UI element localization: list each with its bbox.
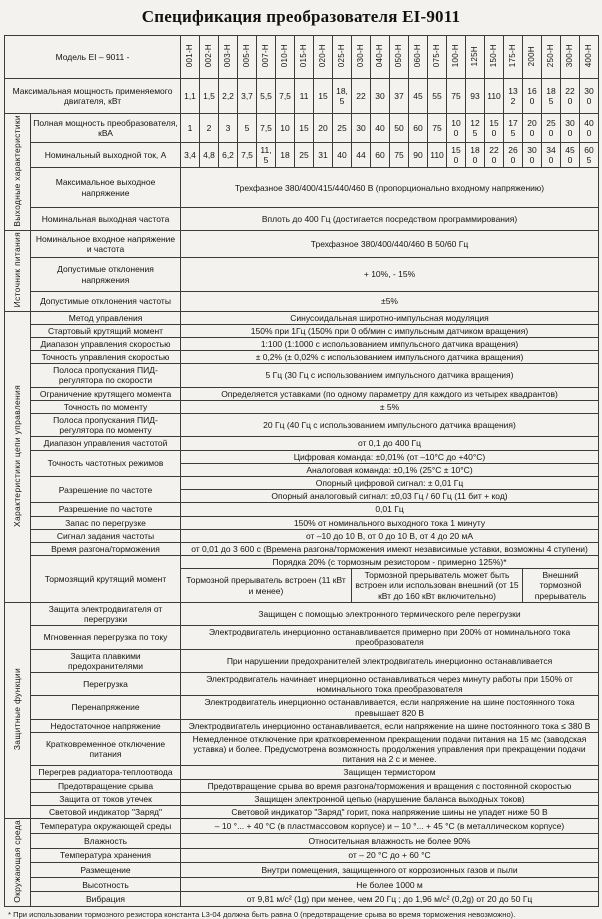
braking-external-cell: Внешний тормозной прерыватель (523, 569, 599, 603)
row-label: Максимальная мощность применяемого двигателя, кВт (5, 79, 181, 114)
value-cell: 5 (238, 114, 257, 143)
row-torque-accuracy (5, 400, 599, 413)
group-label-source: Источник питания (5, 230, 31, 311)
group-label-environment: Окружающая среда (5, 819, 31, 907)
row-label: Защита плавкими предохранителями (31, 649, 181, 672)
row-accel-time (5, 542, 599, 555)
value-cell: 31 (314, 143, 333, 168)
value-cell: 40 (333, 143, 352, 168)
value-cell: 90 (409, 143, 428, 168)
row-value: от 0,1 до 400 Гц (181, 437, 599, 450)
row-label: Метод управления (31, 311, 181, 324)
model-name: 200H (527, 45, 537, 67)
model-column-header (200, 36, 219, 79)
row-value: Защищен электронной цепью (нарушение баланса выходных токов) (181, 792, 599, 805)
value-cell: 450 (561, 143, 580, 168)
value-cell: 18 (276, 143, 295, 168)
value-cell: 7,5 (257, 114, 276, 143)
row-undervoltage (5, 719, 599, 732)
model-column-header (390, 36, 409, 79)
value-cell: 125 (466, 114, 485, 143)
row-label: Влажность (31, 833, 181, 848)
row-overload-margin (5, 516, 599, 529)
value-cell: 7,5 (238, 143, 257, 168)
row-value: Цифровая команда: ±0,01% (от –10°С до +40°С) (181, 450, 599, 463)
row-label: Максимальное выходное напряжение (31, 168, 181, 208)
value-cell: 300 (580, 79, 599, 114)
row-torque-limit (5, 387, 599, 400)
model-name: 175-H (508, 44, 518, 68)
row-label: Температура хранения (31, 848, 181, 863)
value-cell: 1,1 (181, 79, 200, 114)
row-value: Электродвигатель начинает инерционно останавливаться через минуту работы при 150% от номинального тока преобразователя (181, 672, 599, 695)
model-name: 125H (470, 45, 480, 67)
value-cell: 150 (447, 143, 466, 168)
row-label: Предотвращение срыва (31, 779, 181, 792)
model-column-header (409, 36, 428, 79)
model-name: 075-H (432, 44, 442, 68)
row-label: Сигнал задания частоты (31, 529, 181, 542)
row-max-output-voltage (5, 168, 599, 208)
value-cell: 37 (390, 79, 409, 114)
row-label: Точность по моменту (31, 400, 181, 413)
model-column-header (371, 36, 390, 79)
row-label: Ограничение крутящего момента (31, 387, 181, 400)
value-cell: 50 (390, 114, 409, 143)
row-label: Температура окружающей среды (31, 819, 181, 834)
row-value: Определяется уставками (по одному параметру для каждого из четырех квадрантов) (181, 387, 599, 400)
row-label: Запас по перегрузке (31, 516, 181, 529)
model-name: 400-H (584, 44, 594, 68)
value-cell: 340 (542, 143, 561, 168)
row-value: ± 5% (181, 400, 599, 413)
row-motor-overload (5, 602, 599, 625)
model-column-header (485, 36, 504, 79)
value-cell: 250 (542, 114, 561, 143)
row-value: Электродвигатель инерционно останавливается, если напряжение на шине постоянного тока превышает 820 В (181, 696, 599, 719)
row-charge-indicator (5, 806, 599, 819)
row-value: 20 Гц (40 Гц с использованием импульсного датчика вращения) (181, 414, 599, 437)
row-label: Точность управления скоростью (31, 351, 181, 364)
group-label-control: Характеристики цепи управления (5, 311, 31, 602)
model-name: 030-H (356, 44, 366, 68)
model-name: 001-H (185, 44, 195, 68)
value-cell: 30 (352, 114, 371, 143)
row-overload (5, 672, 599, 695)
value-cell: 15 (295, 114, 314, 143)
value-cell: 200 (523, 114, 542, 143)
row-value: от 0,01 до 3 600 с (Времена разгона/торможения имеют независимые уставки, возможны 4 ступени) (181, 542, 599, 555)
model-header-row (5, 36, 599, 79)
row-rated-output-freq (5, 208, 599, 231)
row-value: + 10%, - 15% (181, 257, 599, 291)
model-column-header (580, 36, 599, 79)
row-vibration (5, 892, 599, 907)
row-label: Защита от токов утечек (31, 792, 181, 805)
model-name: 002-H (204, 44, 214, 68)
value-cell: 20 (314, 114, 333, 143)
row-value: Опорный аналоговый сигнал: ±0,03 Гц / 60 Гц (11 бит + код) (181, 490, 599, 503)
value-cell: 3,7 (238, 79, 257, 114)
row-label: Допустимые отклонения напряжения (31, 257, 181, 291)
model-column-header (523, 36, 542, 79)
model-name: 100-H (451, 44, 461, 68)
row-label: Перенапряжение (31, 696, 181, 719)
row-value: 1:100 (1:1000 с использованием импульсного датчика вращения) (181, 337, 599, 350)
model-name: 300-H (565, 44, 575, 68)
row-power-interruption (5, 732, 599, 766)
row-start-torque (5, 324, 599, 337)
value-cell: 1,5 (200, 79, 219, 114)
value-cell: 220 (485, 143, 504, 168)
model-column-header (219, 36, 238, 79)
row-value: Порядка 20% (с тормозным резистором - примерно 125%)* (181, 556, 599, 569)
row-value: от – 20 °C до + 60 °C (181, 848, 599, 863)
row-label: Размещение (31, 863, 181, 878)
row-label: Точность частотных режимов (31, 450, 181, 476)
row-value: Световой индикатор "Заряд" горит, пока напряжение шины не упадет ниже 50 В (181, 806, 599, 819)
row-heatsink-overheat (5, 766, 599, 779)
model-name: 050-H (394, 44, 404, 68)
row-label: Разрешение по частоте (31, 503, 181, 516)
row-value: 0,01 Гц (181, 503, 599, 516)
row-label: Защита электродвигателя от перегрузки (31, 602, 181, 625)
row-value: Предотвращение срыва во время разгона/торможения и вращения с постоянной скоростью (181, 779, 599, 792)
row-value: 150% при 1Гц (150% при 0 об/мин с импульсным датчиком вращения) (181, 324, 599, 337)
value-cell: 180 (466, 143, 485, 168)
value-cell: 175 (504, 114, 523, 143)
value-cell: 1 (181, 114, 200, 143)
row-label: Диапазон управления скоростью (31, 337, 181, 350)
row-label: Кратковременное отключение питания (31, 732, 181, 766)
row-label: Время разгона/торможения (31, 542, 181, 555)
row-input-voltage (5, 230, 599, 257)
row-label: Полоса пропускания ПИД-регулятора по скорости (31, 364, 181, 387)
row-label: Перегрузка (31, 672, 181, 695)
model-column-header (276, 36, 295, 79)
row-label: Стартовый крутящий момент (31, 324, 181, 337)
row-value: При нарушении предохранителей электродвигатель инерционно останавливается (181, 649, 599, 672)
row-ambient-temp (5, 819, 599, 834)
value-cell: 22 (352, 79, 371, 114)
footnote: * При использовании тормозного резистора константа L3-04 должна быть равна 0 (предотвращение срыва во время торможения невозможно). (8, 910, 516, 919)
row-leakage-protection (5, 792, 599, 805)
value-cell: 60 (409, 114, 428, 143)
model-column-header (466, 36, 485, 79)
value-cell: 3,4 (181, 143, 200, 168)
row-pid-speed (5, 364, 599, 387)
row-label: Номинальный выходной ток, А (31, 143, 181, 168)
value-cell: 75 (390, 143, 409, 168)
row-instant-overcurrent (5, 626, 599, 649)
row-freq-ref-signal (5, 529, 599, 542)
value-cell: 25 (295, 143, 314, 168)
value-cell: 110 (428, 143, 447, 168)
row-value: Внутри помещения, защищенного от коррозионных газов и пыли (181, 863, 599, 878)
value-cell: 2 (200, 114, 219, 143)
row-storage-temp (5, 848, 599, 863)
row-value: от –10 до 10 В, от 0 до 10 В, от 4 до 20 мА (181, 529, 599, 542)
row-braking-top (5, 556, 599, 569)
row-label: Полоса пропускания ПИД-регулятора по моменту (31, 414, 181, 437)
model-column-header (238, 36, 257, 79)
value-cell: 6,2 (219, 143, 238, 168)
value-cell: 25 (333, 114, 352, 143)
value-cell: 400 (580, 114, 599, 143)
value-cell: 150 (485, 114, 504, 143)
value-cell: 5,5 (257, 79, 276, 114)
model-name: 005-H (242, 44, 252, 68)
row-value: Электродвигатель инерционно останавливается примерно при 200% от номинального тока преобразователя (181, 626, 599, 649)
row-value: ± 0,2% (± 0,02% с использованием импульсного датчика вращения) (181, 351, 599, 364)
model-column-header (561, 36, 580, 79)
model-name: 025-H (337, 44, 347, 68)
value-cell: 160 (523, 79, 542, 114)
row-value: 150% от номинального выходного тока 1 минуту (181, 516, 599, 529)
value-cell: 10 (276, 114, 295, 143)
model-name: 060-H (413, 44, 423, 68)
model-column-header (352, 36, 371, 79)
row-label: Диапазон управления частотой (31, 437, 181, 450)
row-speed-range (5, 337, 599, 350)
row-value: Трехфазное 380/400/440/460 В 50/60 Гц (181, 230, 599, 257)
row-label: Номинальная выходная частота (31, 208, 181, 231)
row-placement (5, 863, 599, 878)
value-cell: 110 (485, 79, 504, 114)
row-value: Защищен термистором (181, 766, 599, 779)
row-value: Немедленное отключение при кратковременном прекращении подачи питания на 15 мс (заводская уставка) и более. Предусмотрена возможность продолжения управления при прекращении подачи питания на 2 с и менее. (181, 732, 599, 766)
row-max-motor-power (5, 79, 599, 114)
row-value: Защищен с помощью электронного термического реле перегрузки (181, 602, 599, 625)
model-label-cell: Модель EI – 9011 - (5, 36, 181, 79)
row-value: Электродвигатель инерционно останавливается, если напряжение на шине постоянного тока ≤ 380 В (181, 719, 599, 732)
value-cell: 44 (352, 143, 371, 168)
row-label: Недостаточное напряжение (31, 719, 181, 732)
group-label-output: Выходные характеристики (5, 114, 31, 231)
row-value: ±5% (181, 292, 599, 311)
value-cell: 30 (371, 79, 390, 114)
row-freq-range (5, 437, 599, 450)
group-label-protection: Защитные функции (5, 602, 31, 818)
value-cell: 100 (447, 114, 466, 143)
braking-mixed-cell: Тормозной прерыватель может быть встроен или использован внешний (от 15 кВт до 160 кВт включительно) (352, 569, 523, 603)
value-cell: 300 (561, 114, 580, 143)
row-value: Трехфазное 380/400/415/440/460 В (пропорционально входному напряжению) (181, 168, 599, 208)
value-cell: 11 (295, 79, 314, 114)
value-cell: 7,5 (276, 79, 295, 114)
model-column-header (181, 36, 200, 79)
value-cell: 300 (523, 143, 542, 168)
row-label: Допустимые отклонения частоты (31, 292, 181, 311)
row-humidity (5, 833, 599, 848)
row-value: от 9,81 м/с² (1g) при менее, чем 20 Гц ; до 1,96 м/с² (0,2g) от 20 до 50 Гц (181, 892, 599, 907)
model-name: 007-H (261, 44, 271, 68)
model-column-header (428, 36, 447, 79)
model-column-header (447, 36, 466, 79)
value-cell: 260 (504, 143, 523, 168)
value-cell: 45 (409, 79, 428, 114)
value-cell: 93 (466, 79, 485, 114)
value-cell: 11,5 (257, 143, 276, 168)
model-column-header (295, 36, 314, 79)
value-cell: 55 (428, 79, 447, 114)
row-label: Мгновенная перегрузка по току (31, 626, 181, 649)
row-stall-prevention (5, 779, 599, 792)
value-cell: 18,5 (333, 79, 352, 114)
page-title: Спецификация преобразователя EI-9011 (141, 7, 461, 26)
row-voltage-deviation (5, 257, 599, 291)
value-cell: 75 (428, 114, 447, 143)
model-column-header (333, 36, 352, 79)
value-cell: 75 (447, 79, 466, 114)
value-cell: 220 (561, 79, 580, 114)
model-column-header (257, 36, 276, 79)
row-altitude (5, 877, 599, 892)
row-value: – 10 °... + 40 °C (в пластмассовом корпусе) и – 10 °... + 45 °C (в металлическом корпусе) (181, 819, 599, 834)
model-name: 010-H (280, 44, 290, 68)
row-pid-torque (5, 414, 599, 437)
value-cell: 185 (542, 79, 561, 114)
model-name: 150-H (489, 44, 499, 68)
value-cell: 2,2 (219, 79, 238, 114)
model-column-header (542, 36, 561, 79)
model-column-header (314, 36, 333, 79)
value-cell: 40 (371, 114, 390, 143)
row-label: Световой индикатор "Заряд" (31, 806, 181, 819)
row-value: Не более 1000 м (181, 877, 599, 892)
row-value: Аналоговая команда: ±0,1% (25°С ± 10°С) (181, 463, 599, 476)
value-cell: 60 (371, 143, 390, 168)
row-method (5, 311, 599, 324)
model-name: 250-H (546, 44, 556, 68)
value-cell: 605 (580, 143, 599, 168)
row-value: 5 Гц (30 Гц с использованием импульсного датчика вращения) (181, 364, 599, 387)
model-name: 020-H (318, 44, 328, 68)
row-label: Разрешение по частоте (31, 476, 181, 502)
value-cell: 15 (314, 79, 333, 114)
spec-table (4, 35, 599, 907)
row-label: Тормозящий крутящий момент (31, 556, 181, 603)
model-name: 015-H (299, 44, 309, 68)
row-overvoltage (5, 696, 599, 719)
row-full-power (5, 114, 599, 143)
model-column-header (504, 36, 523, 79)
model-name: 003-H (223, 44, 233, 68)
row-label: Полная мощность преобразователя, кВА (31, 114, 181, 143)
row-value: Синусоидальная широтно-импульсная модуляция (181, 311, 599, 324)
value-cell: 3 (219, 114, 238, 143)
value-cell: 132 (504, 79, 523, 114)
row-value: Опорный цифровой сигнал: ± 0,01 Гц (181, 476, 599, 489)
row-freq-resolution2 (5, 503, 599, 516)
row-label: Номинальное входное напряжение и частота (31, 230, 181, 257)
value-cell: 4,8 (200, 143, 219, 168)
row-speed-accuracy (5, 351, 599, 364)
model-name: 040-H (375, 44, 385, 68)
braking-builtin-cell: Тормозной прерыватель встроен (11 кВт и менее) (181, 569, 352, 603)
row-label: Высотность (31, 877, 181, 892)
row-value: Относительная влажность не более 90% (181, 833, 599, 848)
row-label: Перегрев радиатора-теплоотвода (31, 766, 181, 779)
row-freq-deviation (5, 292, 599, 311)
row-value: Вплоть до 400 Гц (достигается посредством программирования) (181, 208, 599, 231)
row-freq-accuracy-digital (5, 450, 599, 463)
row-freq-resolution-digital (5, 476, 599, 489)
row-fuse-protection (5, 649, 599, 672)
row-rated-current (5, 143, 599, 168)
row-label: Вибрация (31, 892, 181, 907)
